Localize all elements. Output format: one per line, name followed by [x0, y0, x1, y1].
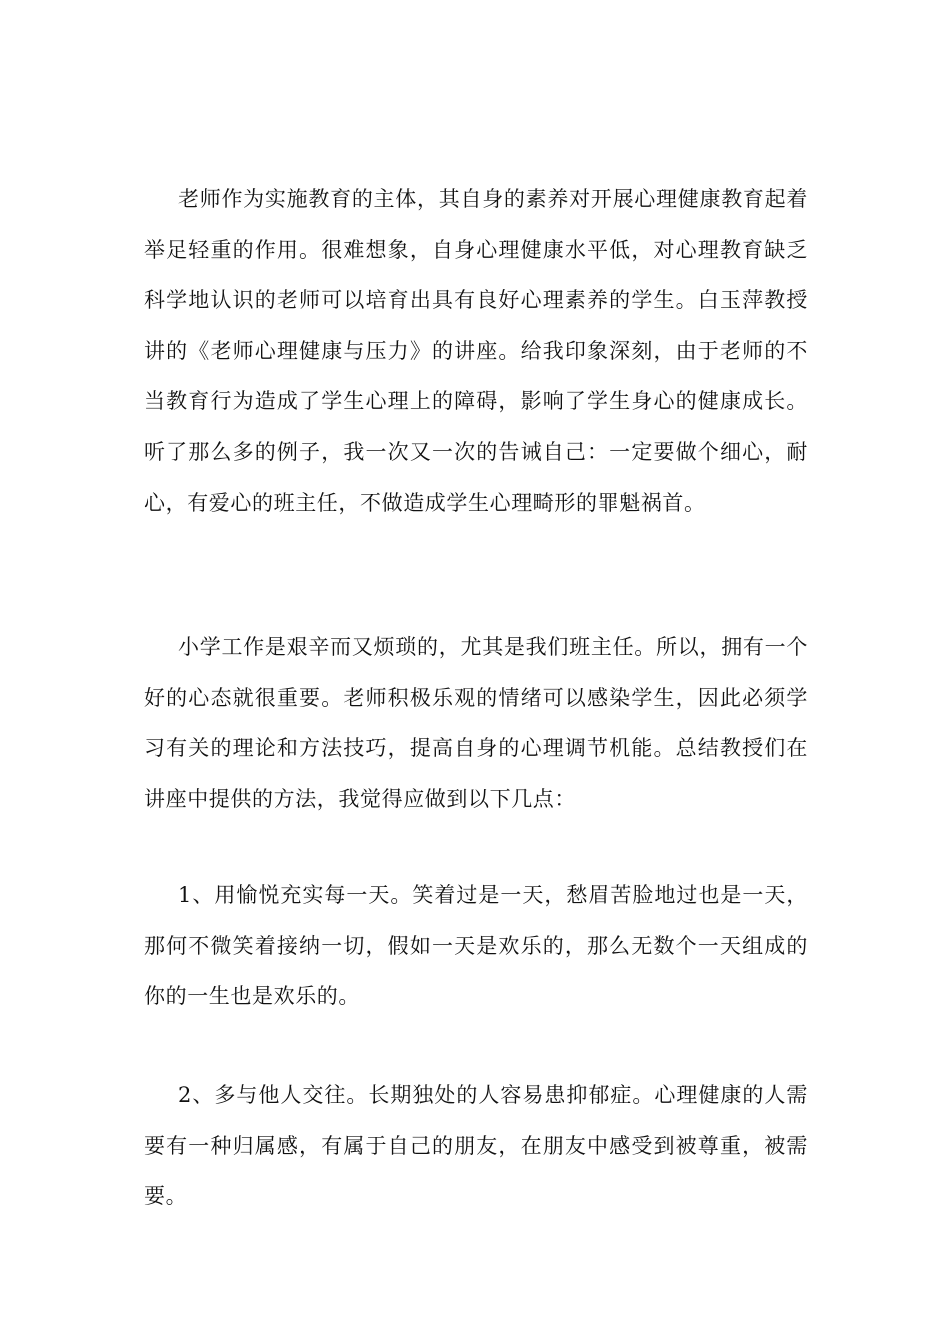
paragraph-teacher-literacy: 老师作为实施教育的主体，其自身的素养对开展心理健康教育起着举足轻重的作用。很难想象，自身心理健康水平低，对心理教育缺乏科学地认识的老师可以培育出具有良好心理素养的学生。白玉萍教授讲的《老师心理健康与压力》的讲座。给我印象深刻，由于老师的不当教育行为造成了学生心理上的障碍，影响了学生身心的健康成长。听了那么多的例子，我一次又一次的告诫自己：一定要做个细心，耐心，有爱心的班主任，不做造成学生心理畸形的罪魁祸首。 — [144, 187, 808, 515]
paragraph-good-mindset: 小学工作是艰辛而又烦琐的，尤其是我们班主任。所以，拥有一个好的心态就很重要。老师积极乐观的情绪可以感染学生，因此必须学习有关的理论和方法技巧，提高自身的心理调节机能。总结教授们在讲座中提供的方法，我觉得应做到以下几点： — [144, 635, 808, 811]
paragraph-point-1: 1、用愉悦充实每一天。笑着过是一天，愁眉苦脸地过也是一天，那何不微笑着接纳一切，假如一天是欢乐的，那么无数个一天组成的你的一生也是欢乐的。 — [144, 883, 808, 1009]
paragraph-point-2: 2、多与他人交往。长期独处的人容易患抑郁症。心理健康的人需要有一种归属感，有属于自己的朋友，在朋友中感受到被尊重，被需要。 — [144, 1083, 808, 1209]
